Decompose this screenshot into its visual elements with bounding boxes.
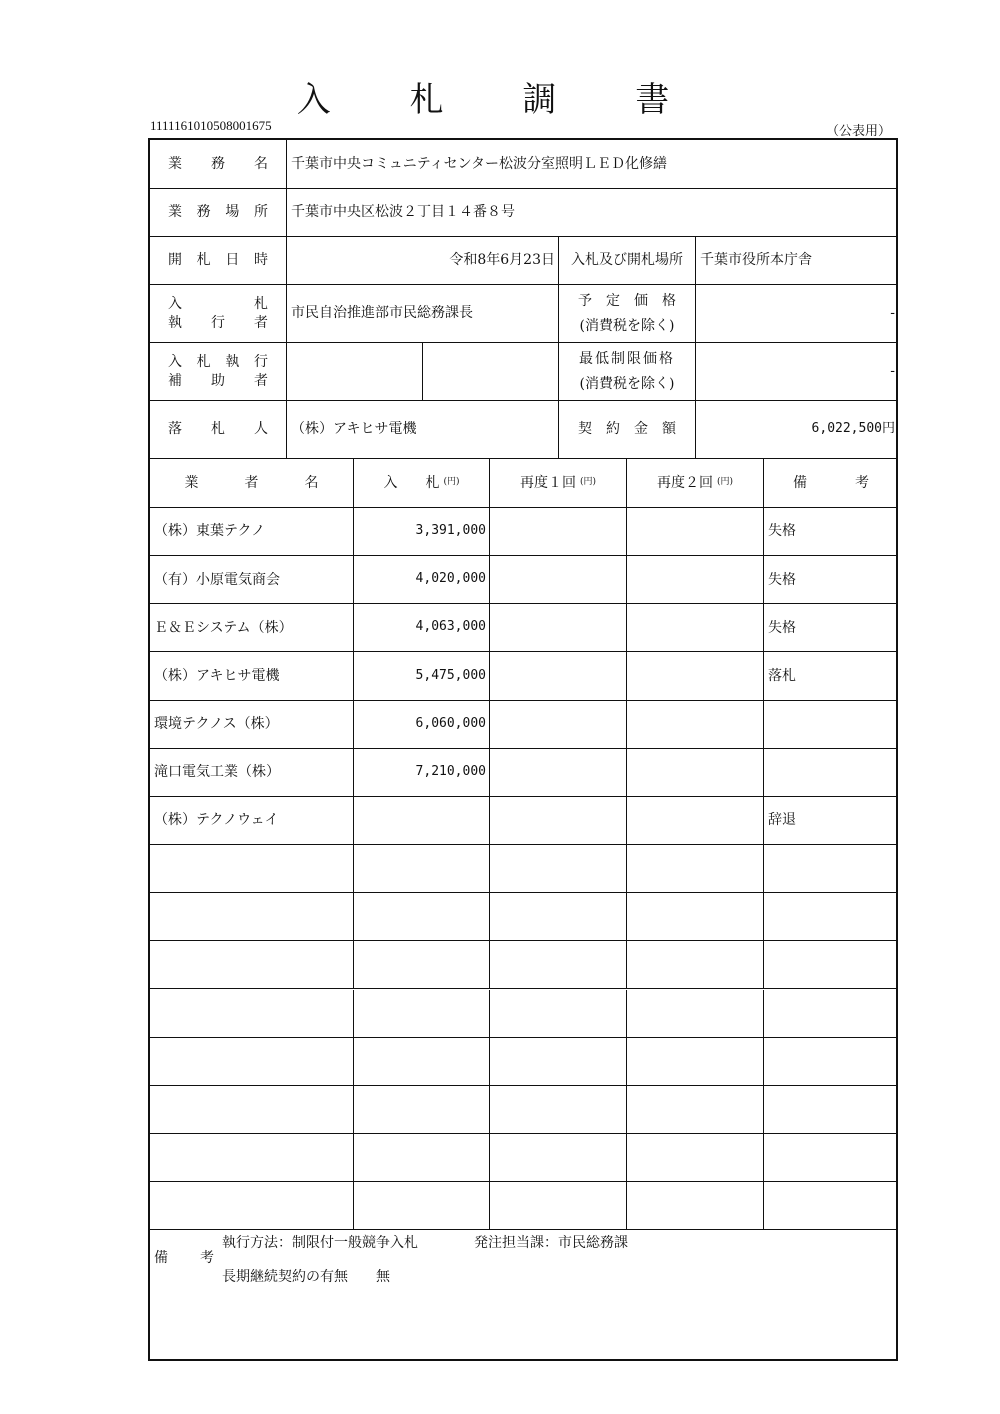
bid-cell-bid xyxy=(354,990,490,1038)
bid-cell-remarks xyxy=(764,1182,898,1230)
col-header-remarks: 備 考 xyxy=(764,459,898,508)
document-title: 入 札 調 書 xyxy=(296,80,704,120)
bid-cell-vendor xyxy=(150,1038,354,1086)
remarks-line-2 xyxy=(222,1266,390,1286)
bid-cell-rebid1 xyxy=(490,604,627,652)
bid-cell-bid xyxy=(354,845,490,893)
bid-cell-vendor xyxy=(150,990,354,1038)
bid-cell-rebid1 xyxy=(490,1182,627,1230)
bid-cell-rebid2 xyxy=(627,1086,764,1134)
bid-cell-rebid2 xyxy=(627,1134,764,1182)
assistant-value-1 xyxy=(287,343,423,401)
bid-cell-bid xyxy=(354,1038,490,1086)
bid-cell-bid xyxy=(354,1134,490,1182)
col-header-rebid1 xyxy=(490,459,627,508)
bid-cell-rebid1 xyxy=(490,941,627,989)
bid-cell-remarks: 辞退 xyxy=(764,797,898,845)
bid-cell-remarks: 失格 xyxy=(764,604,898,652)
contract-amount-value: 6,022,500円 xyxy=(696,401,898,459)
bid-cell-vendor: （株）東葉テクノ xyxy=(150,508,354,556)
bid-cell-rebid1 xyxy=(490,893,627,941)
bid-cell-rebid2 xyxy=(627,845,764,893)
bid-cell-bid: 4,063,000 xyxy=(354,604,490,652)
bid-record-form xyxy=(148,138,898,1361)
bid-cell-rebid2 xyxy=(627,701,764,749)
bid-cell-rebid1 xyxy=(490,990,627,1038)
bid-cell-bid xyxy=(354,941,490,989)
rebid1-title: 再度１回 xyxy=(519,474,576,491)
executor-label: 入 札 執 行 者 xyxy=(150,285,287,343)
long-term-value: 無 xyxy=(376,1269,390,1285)
bid-cell-vendor: Ｅ＆Ｅシステム（株） xyxy=(150,604,354,652)
winner-label: 落 札 人 xyxy=(150,401,287,459)
bid-cell-bid: 7,210,000 xyxy=(354,749,490,797)
bid-cell-remarks xyxy=(764,1038,898,1086)
yen-unit: (円) xyxy=(579,477,597,488)
bid-cell-bid xyxy=(354,1086,490,1134)
bid-cell-remarks xyxy=(764,941,898,989)
min-price-value: - xyxy=(696,343,898,401)
bid-cell-vendor xyxy=(150,845,354,893)
execution-method: 執行方法：制限付一般競争入札 xyxy=(222,1235,418,1251)
bid-cell-vendor xyxy=(150,1086,354,1134)
bid-cell-vendor: （株）テクノウェイ xyxy=(150,797,354,845)
publication-label: （公表用） xyxy=(826,123,892,138)
bid-cell-rebid1 xyxy=(490,1134,627,1182)
min-price-title: 最低制限価格 xyxy=(579,351,675,368)
bid-cell-remarks xyxy=(764,1086,898,1134)
col-header-vendor: 業 者 名 xyxy=(150,459,354,508)
assistant-label: 入 札 執 行 補 助 者 xyxy=(150,343,287,401)
col-header-bid: 入 札 (円) xyxy=(354,459,490,508)
bid-cell-bid: 6,060,000 xyxy=(354,701,490,749)
business-place-label: 業 務 場 所 xyxy=(150,189,287,237)
planned-price-value: - xyxy=(696,285,898,343)
bid-cell-rebid1 xyxy=(490,749,627,797)
remarks-section xyxy=(150,1230,900,1361)
business-name-value: 千葉市中央コミュニティセンター松波分室照明ＬＥＤ化修繕 xyxy=(287,140,898,189)
bid-cell-rebid1 xyxy=(490,845,627,893)
bid-cell-vendor xyxy=(150,1182,354,1230)
bid-cell-remarks xyxy=(764,701,898,749)
bid-cell-rebid2 xyxy=(627,556,764,604)
bid-cell-remarks xyxy=(764,990,898,1038)
bid-cell-rebid1 xyxy=(490,508,627,556)
bid-cell-rebid1 xyxy=(490,1038,627,1086)
bid-cell-rebid2 xyxy=(627,604,764,652)
business-place-value: 千葉市中央区松波２丁目１４番８号 xyxy=(287,189,898,237)
contract-amount-label: 契 約 金 額 xyxy=(559,401,696,459)
bid-cell-bid: 4,020,000 xyxy=(354,556,490,604)
bid-cell-vendor: 環境テクノス（株） xyxy=(150,701,354,749)
bid-cell-rebid1 xyxy=(490,701,627,749)
bid-cell-vendor: （株）アキヒサ電機 xyxy=(150,652,354,700)
bid-cell-bid: 3,391,000 xyxy=(354,508,490,556)
opening-datetime-value: 令和8年6月23日 xyxy=(287,237,559,285)
bid-cell-bid xyxy=(354,1182,490,1230)
bid-cell-rebid1 xyxy=(490,797,627,845)
bid-cell-bid: 5,475,000 xyxy=(354,652,490,700)
bid-cell-remarks xyxy=(764,1134,898,1182)
bid-cell-rebid2 xyxy=(627,990,764,1038)
planned-price-note: (消費税を除く) xyxy=(579,317,675,334)
document-number: 1111161010508001675 xyxy=(150,118,272,133)
bid-cell-vendor xyxy=(150,893,354,941)
executor-value: 市民自治推進部市民総務課長 xyxy=(287,285,559,343)
bid-cell-rebid2 xyxy=(627,1182,764,1230)
yen-unit: (円) xyxy=(716,477,734,488)
bid-cell-vendor xyxy=(150,1134,354,1182)
bid-cell-remarks: 失格 xyxy=(764,556,898,604)
bid-cell-rebid1 xyxy=(490,652,627,700)
bid-cell-remarks: 落札 xyxy=(764,652,898,700)
yen-unit: (円) xyxy=(443,477,460,488)
bid-cell-rebid2 xyxy=(627,508,764,556)
bid-cell-rebid2 xyxy=(627,941,764,989)
bid-cell-rebid2 xyxy=(627,749,764,797)
bid-cell-rebid2 xyxy=(627,893,764,941)
bid-cell-vendor xyxy=(150,941,354,989)
bid-cell-bid xyxy=(354,893,490,941)
long-term-label: 長期継続契約の有無 xyxy=(222,1269,348,1285)
bid-cell-vendor: 滝口電気工業（株） xyxy=(150,749,354,797)
bid-cell-remarks xyxy=(764,845,898,893)
ordering-department: 発注担当課：市民総務課 xyxy=(474,1235,628,1251)
planned-price-label: 予 定 価 格 (消費税を除く) xyxy=(559,285,696,343)
remarks-label: 備 考 xyxy=(154,1250,214,1266)
assistant-value-2 xyxy=(423,343,559,401)
bid-cell-vendor: （有）小原電気商会 xyxy=(150,556,354,604)
bid-cell-rebid1 xyxy=(490,1086,627,1134)
business-name-label: 業 務 名 xyxy=(150,140,287,189)
winner-value: （株）アキヒサ電機 xyxy=(287,401,559,459)
bid-cell-remarks: 失格 xyxy=(764,508,898,556)
bid-place-value: 千葉市役所本庁舎 xyxy=(696,237,898,285)
bid-cell-rebid2 xyxy=(627,797,764,845)
opening-datetime-label: 開 札 日 時 xyxy=(150,237,287,285)
bid-cell-rebid1 xyxy=(490,556,627,604)
rebid2-title: 再度２回 xyxy=(656,474,713,491)
min-price-label xyxy=(559,343,696,401)
min-price-note: (消費税を除く) xyxy=(579,375,675,392)
bid-place-label: 入札及び開札場所 xyxy=(559,237,696,285)
remarks-line-1 xyxy=(222,1232,628,1252)
bid-cell-rebid2 xyxy=(627,1038,764,1086)
bid-cell-rebid2 xyxy=(627,652,764,700)
bid-cell-bid xyxy=(354,797,490,845)
col-header-rebid2 xyxy=(627,459,764,508)
bid-cell-remarks xyxy=(764,893,898,941)
bid-cell-remarks xyxy=(764,749,898,797)
